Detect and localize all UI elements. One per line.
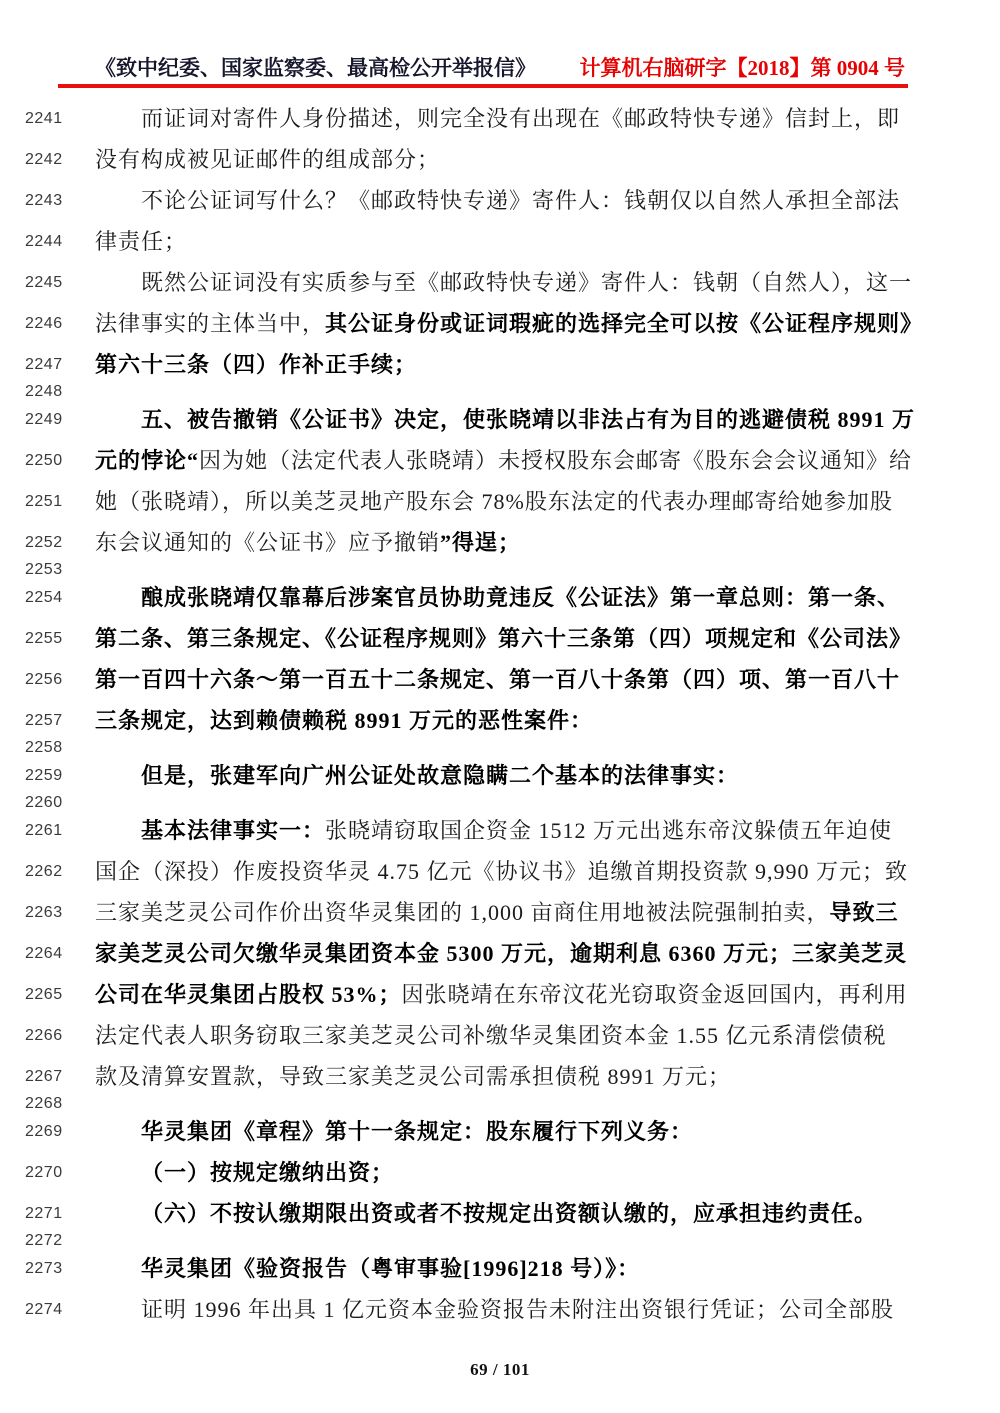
line-number: 2244 <box>25 232 63 250</box>
document-line <box>0 796 1000 810</box>
line-number: 2254 <box>25 588 63 606</box>
line-text <box>95 447 1000 473</box>
document-line <box>0 303 1000 344</box>
text-segment: 家美芝灵公司欠缴华灵集团资本金 5300 万元，逾期利息 6360 万元；三家美芝灵 <box>95 940 908 966</box>
text-segment: 导致三 <box>829 899 899 925</box>
document-body <box>0 98 1000 1330</box>
line-number: 2273 <box>25 1259 63 1277</box>
document-line <box>0 659 1000 700</box>
document-line <box>0 1234 1000 1248</box>
document-line <box>0 221 1000 262</box>
line-number: 2264 <box>25 944 63 962</box>
document-line <box>0 1015 1000 1056</box>
document-line <box>0 481 1000 522</box>
document-line <box>0 892 1000 933</box>
line-number: 2252 <box>25 533 63 551</box>
text-segment: 既然公证词没有实质参与至《邮政特快专递》寄件人：钱朝（自然人），这一 <box>141 269 913 295</box>
text-segment: （六）不按认缴期限出资或者不按规定出资额认缴的，应承担违约责任。 <box>141 1200 878 1226</box>
line-text <box>95 351 1000 377</box>
line-number: 2274 <box>25 1300 63 1318</box>
document-line <box>0 399 1000 440</box>
line-number: 2258 <box>25 739 63 756</box>
page-title: 《致中纪委、国家监察委、最高检公开举报信》 <box>95 56 536 80</box>
document-line <box>0 1056 1000 1097</box>
document-line <box>0 618 1000 659</box>
document-line <box>0 262 1000 303</box>
text-segment: 第六十三条（四）作补正手续； <box>95 351 418 377</box>
text-segment: （一）按规定缴纳出资； <box>141 1159 395 1185</box>
text-segment: 东会议通知的《公证书》应予撤销 <box>95 529 441 555</box>
line-text <box>95 817 1000 843</box>
line-text <box>95 310 1000 336</box>
document-line <box>0 344 1000 385</box>
line-number: 2246 <box>25 314 63 332</box>
text-segment: 第一百四十六条～第一百五十二条规定、第一百八十条第（四）项、第一百八十 <box>95 666 901 692</box>
line-text <box>95 146 1000 172</box>
line-text <box>95 1255 1000 1281</box>
text-segment: 国企（深投）作废投资华灵 4.75 亿元《协议书》追缴首期投资款 9,990 万元；致 <box>95 858 909 884</box>
doc-reference-number: 计算机右脑研字【2018】第 0904 号 <box>579 56 905 80</box>
text-segment: 五、被告撤销《公证书》决定，使张晓靖以非法占有为目的逃避债税 8991 万 <box>141 406 916 432</box>
document-line <box>0 1193 1000 1234</box>
text-segment: 证明 1996 年出具 1 亿元资本金验资报告未附注出资银行凭证；公司全部股 <box>141 1296 895 1322</box>
line-text <box>95 228 1000 254</box>
text-segment: 因张晓靖在东帝汶花光窃取资金返回国内，再利用 <box>401 981 908 1007</box>
line-number: 2257 <box>25 711 63 729</box>
text-segment: ”得逞； <box>440 529 522 555</box>
text-segment: 律责任； <box>95 228 188 254</box>
line-number: 2265 <box>25 985 63 1003</box>
document-line <box>0 440 1000 481</box>
text-segment: 款及清算安置款，导致三家美芝灵公司需承担债税 8991 万元； <box>95 1063 732 1089</box>
line-text <box>95 488 1000 514</box>
line-text <box>95 625 1000 651</box>
text-segment: 酿成张晓靖仅靠幕后涉案官员协助竟违反《公证法》第一章总则：第一条、 <box>141 584 901 610</box>
line-number: 2266 <box>25 1026 63 1044</box>
line-text <box>95 187 1000 213</box>
line-number: 2243 <box>25 191 63 209</box>
text-segment: 但是，张建军向广州公证处故意隐瞒二个基本的法律事实： <box>141 762 740 788</box>
text-segment: 法定代表人职务窃取三家美芝灵公司补缴华灵集团资本金 1.55 亿元系清偿债税 <box>95 1022 887 1048</box>
line-text <box>95 105 1000 131</box>
line-text <box>95 1296 1000 1322</box>
document-line <box>0 1097 1000 1111</box>
text-segment: 基本法律事实一： <box>141 817 326 843</box>
line-text <box>95 529 1000 555</box>
text-segment: 华灵集团《章程》第十一条规定：股东履行下列义务： <box>141 1118 694 1144</box>
line-text <box>95 584 1000 610</box>
text-segment: 她（张晓靖），所以美芝灵地产股东会 78%股东法定的代表办理邮寄给她参加股 <box>95 488 893 514</box>
document-line <box>0 139 1000 180</box>
line-number: 2259 <box>25 766 63 784</box>
document-line <box>0 974 1000 1015</box>
page-number: 69 / 101 <box>470 1360 530 1379</box>
line-text <box>95 1200 1000 1226</box>
text-segment: 因为她（法定代表人张晓靖）未授权股东会邮寄《股东会会议通知》给 <box>199 447 913 473</box>
line-text <box>95 1022 1000 1048</box>
line-text <box>95 762 1000 788</box>
text-segment: 三家美芝灵公司作价出资华灵集团的 1,000 亩商住用地被法院强制拍卖， <box>95 899 830 925</box>
document-line <box>0 98 1000 139</box>
document-line <box>0 385 1000 399</box>
document-line <box>0 522 1000 563</box>
line-number: 2272 <box>25 1232 63 1249</box>
line-number: 2256 <box>25 670 63 688</box>
text-segment: 不论公证词写什么？《邮政特快专递》寄件人：钱朝仅以自然人承担全部法 <box>141 187 901 213</box>
line-number: 2242 <box>25 150 63 168</box>
line-text <box>95 269 1000 295</box>
line-number: 2268 <box>25 1095 63 1112</box>
line-number: 2250 <box>25 451 63 469</box>
document-line <box>0 563 1000 577</box>
text-segment: 元的悖论“ <box>95 447 200 473</box>
header <box>95 50 905 82</box>
header-divider <box>58 84 908 88</box>
line-number: 2248 <box>25 383 63 400</box>
line-number: 2260 <box>25 794 63 811</box>
line-number: 2269 <box>25 1122 63 1140</box>
line-number: 2253 <box>25 561 63 578</box>
document-line <box>0 180 1000 221</box>
document-line <box>0 1289 1000 1330</box>
line-number: 2255 <box>25 629 63 647</box>
line-number: 2241 <box>25 109 63 127</box>
line-number: 2271 <box>25 1204 63 1222</box>
line-number: 2249 <box>25 410 63 428</box>
document-line <box>0 755 1000 796</box>
line-text <box>95 940 1000 966</box>
document-line <box>0 700 1000 741</box>
text-segment: 张晓靖窃取国企资金 1512 万元出逃东帝汶躲债五年迫使 <box>325 817 893 843</box>
document-line <box>0 1248 1000 1289</box>
line-text <box>95 666 1000 692</box>
line-number: 2262 <box>25 862 63 880</box>
text-segment: 而证词对寄件人身份描述，则完全没有出现在《邮政特快专递》信封上，即 <box>141 105 901 131</box>
document-line <box>0 577 1000 618</box>
document-line <box>0 741 1000 755</box>
line-text <box>95 981 1000 1007</box>
line-number: 2261 <box>25 821 63 839</box>
line-number: 2270 <box>25 1163 63 1181</box>
line-text <box>95 1063 1000 1089</box>
text-segment: 三条规定，达到赖债赖税 8991 万元的恶性案件： <box>95 707 594 733</box>
line-number: 2251 <box>25 492 63 510</box>
line-text <box>95 1118 1000 1144</box>
text-segment: 公司在华灵集团占股权 53%； <box>95 981 402 1007</box>
document-line <box>0 810 1000 851</box>
line-number: 2263 <box>25 903 63 921</box>
line-number: 2247 <box>25 355 63 373</box>
text-segment: 华灵集团《验资报告（粤审事验[1996]218 号）》： <box>141 1255 641 1281</box>
line-number: 2245 <box>25 273 63 291</box>
line-text <box>95 899 1000 925</box>
document-line <box>0 1111 1000 1152</box>
document-line <box>0 933 1000 974</box>
text-segment: 法律事实的主体当中， <box>95 310 326 336</box>
text-segment: 其公证身份或证词瑕疵的选择完全可以按《公证程序规则》 <box>325 310 924 336</box>
line-number: 2267 <box>25 1067 63 1085</box>
line-text <box>95 858 1000 884</box>
document-line <box>0 851 1000 892</box>
line-text <box>95 707 1000 733</box>
text-segment: 没有构成被见证邮件的组成部分； <box>95 146 441 172</box>
line-text <box>95 1159 1000 1185</box>
line-text <box>95 406 1000 432</box>
document-line <box>0 1152 1000 1193</box>
text-segment: 第二条、第三条规定、《公证程序规则》第六十三条第（四）项规定和《公司法》 <box>95 625 913 651</box>
